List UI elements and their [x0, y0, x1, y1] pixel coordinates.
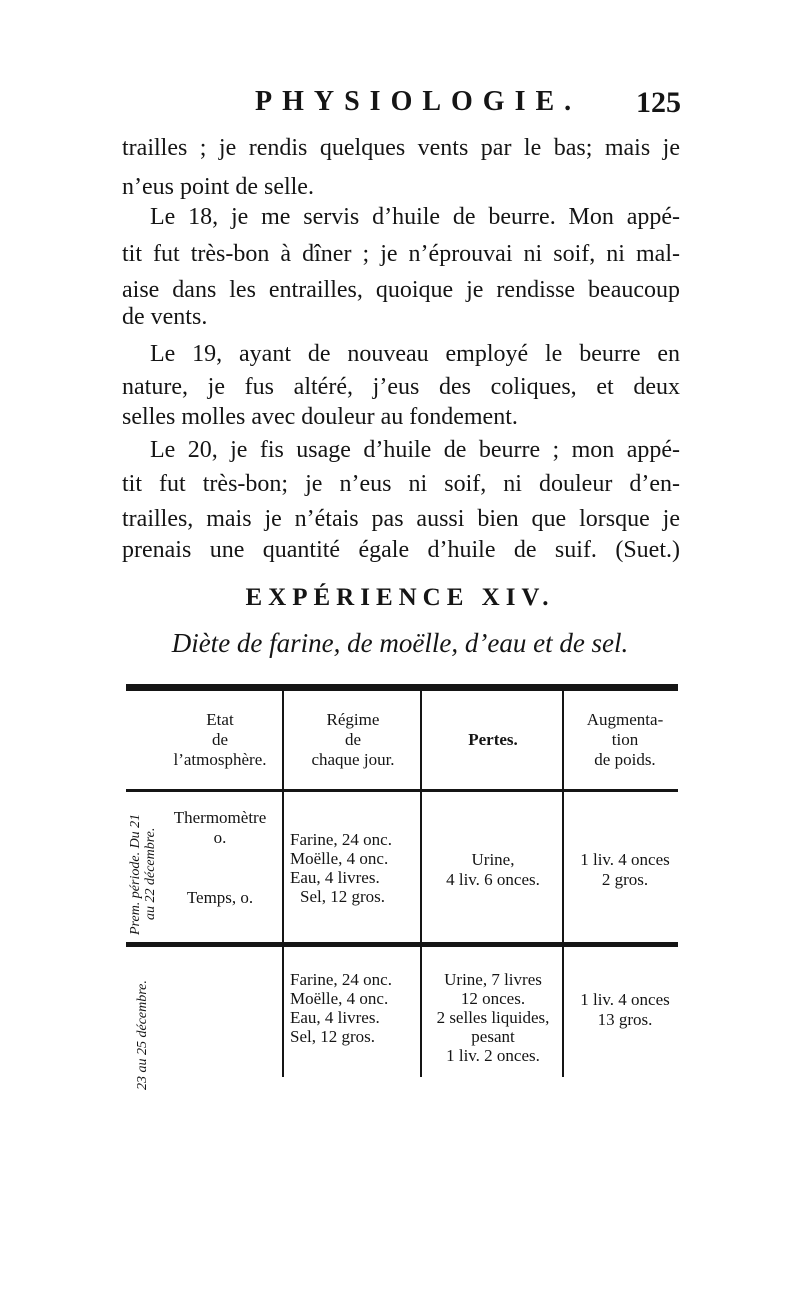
cell-line: pesant [471, 1027, 515, 1046]
cell-line: Urine, [471, 850, 515, 869]
text-line: n’eus point de selle. [122, 174, 314, 200]
row2-regime [290, 970, 418, 1046]
text-line: selles molles avec douleur au fondement. [122, 404, 518, 430]
header-line: de [211, 730, 229, 749]
page-number: 125 [636, 86, 681, 119]
period-label: Prem. période. Du 21 [128, 813, 143, 935]
column-divider [562, 947, 564, 1077]
row1-regime [290, 830, 418, 906]
cell-line: o. [213, 828, 227, 847]
text-line: Le 20, je fis usage d’huile de beurre ; mon appé- [150, 437, 680, 463]
cell-line: 1 liv. 4 onces [580, 990, 670, 1009]
period-label: 23 au 25 décembre. [135, 980, 150, 1090]
cell-line: 1 liv. 2 onces. [446, 1046, 540, 1065]
cell-line: 12 onces. [460, 989, 526, 1008]
row2-pertes [424, 970, 562, 1065]
cell-line: Sel, 12 gros. [300, 887, 385, 906]
row1-augmentation [566, 850, 684, 890]
cell-line: Eau, 4 livres. [290, 868, 380, 887]
row1-etat [158, 808, 282, 908]
text-line: de vents. [122, 304, 208, 330]
running-title: PHYSIOLOGIE. [255, 86, 582, 117]
cell-line: 4 liv. 6 onces. [446, 870, 540, 889]
text-line: trailles ; je rendis quelques vents par le bas; mais je [122, 135, 680, 161]
header-regime [286, 710, 420, 770]
cell-line: Moëlle, 4 onc. [290, 989, 389, 1008]
header-augmentation [566, 710, 684, 770]
text-line: nature, je fus altéré, j’eus des coliques, et deux [122, 374, 680, 400]
experiment-title: EXPÉRIENCE XIV. [245, 584, 555, 611]
cell-line: Thermomètre [173, 808, 267, 827]
header-line: de [344, 730, 362, 749]
column-divider [562, 690, 564, 942]
header-line: Régime [326, 710, 380, 729]
header-line: Etat [206, 710, 234, 729]
cell-line: 1 liv. 4 onces [580, 850, 670, 869]
period-label: au 22 décembre. [143, 827, 158, 920]
text-line: tit fut très-bon à dîner ; je n’éprouvai ni soif, ni mal- [122, 241, 680, 267]
table-header-rule [126, 789, 678, 792]
header-line: de poids. [594, 750, 656, 769]
cell-line: 2 gros. [601, 870, 649, 889]
header-line: l’atmosphère. [173, 750, 267, 769]
text-line: aise dans les entrailles, quoique je rendisse beaucoup [122, 277, 680, 303]
header-line: Augmenta- [586, 710, 664, 729]
column-divider [420, 690, 422, 942]
header-line: tion [611, 730, 639, 749]
text-line: Le 18, je me servis d’huile de beurre. Mon appé- [150, 204, 680, 230]
column-divider [282, 947, 284, 1077]
cell-line: Moëlle, 4 onc. [290, 849, 389, 868]
text-line: prenais une quantité égale d’huile de suif. (Suet.) [122, 537, 680, 563]
table-top-rule [126, 684, 678, 691]
cell-line: Temps, o. [186, 888, 254, 907]
text-line: tit fut très-bon; je n’eus ni soif, ni douleur d’en- [122, 471, 680, 497]
text-line: Le 19, ayant de nouveau employé le beurre en [150, 341, 680, 367]
text-line: trailles, mais je n’étais pas aussi bien que lorsque je [122, 506, 680, 532]
cell-line: 2 selles liquides, [436, 1008, 550, 1027]
cell-line: Eau, 4 livres. [290, 1008, 380, 1027]
table-row-rule [126, 942, 678, 947]
cell-line: Sel, 12 gros. [290, 1027, 375, 1046]
cell-line: Farine, 24 onc. [290, 970, 392, 989]
column-divider [420, 947, 422, 1077]
row2-augmentation [566, 990, 684, 1030]
cell-line: 13 gros. [597, 1010, 653, 1029]
row1-pertes [424, 850, 562, 890]
header-line: chaque jour. [311, 750, 395, 769]
cell-line: Urine, 7 livres [444, 970, 542, 989]
header-etat [150, 710, 290, 770]
header-pertes: Pertes. [468, 730, 518, 749]
cell-line: Farine, 24 onc. [290, 830, 392, 849]
experiment-subtitle: Diète de farine, de moëlle, d’eau et de sel. [171, 628, 629, 658]
